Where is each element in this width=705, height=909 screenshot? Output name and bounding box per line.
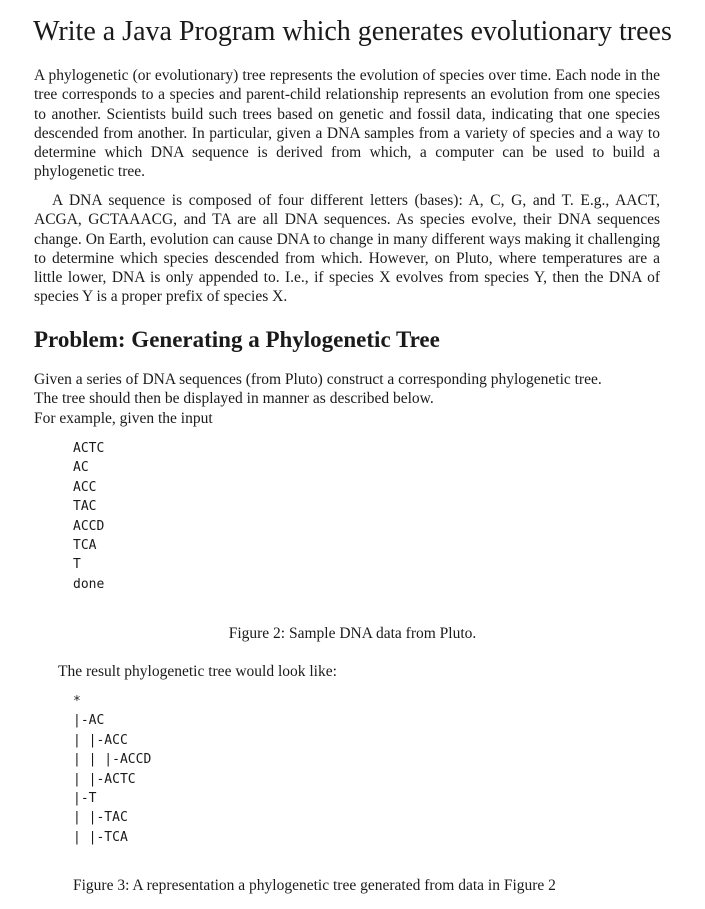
figure-2-caption: Figure 2: Sample DNA data from Pluto. <box>228 625 477 642</box>
problem-line: The tree should then be displayed in manner as described below. <box>34 390 434 408</box>
tree-output: * |-AC | |-ACC | | |-ACCD | |-ACTC |-T | |-TAC | |-TCA <box>73 694 152 845</box>
section-heading: Problem: Generating a Phylogenetic Tree <box>34 327 440 352</box>
problem-paragraph <box>34 370 660 428</box>
result-intro: The result phylogenetic tree would look like: <box>58 663 337 680</box>
problem-line: Given a series of DNA sequences (from Pluto) construct a corresponding phylogenetic tree. <box>34 371 602 388</box>
page-title: Write a Java Program which generates evolutionary trees <box>33 16 672 47</box>
figure-3-caption: Figure 3: A representation a phylogenetic tree generated from data in Figure 2 <box>73 877 556 894</box>
dna-input-sample: ACTC AC ACC TAC ACCD TCA T done <box>73 441 105 592</box>
problem-line: For example, given the input <box>34 409 213 427</box>
intro-paragraph: A phylogenetic (or evolutionary) tree represents the evolution of species over time. Each node in the tree corresponds to a species and parent-child relationship represents an evolution from one species to another. Scientists build such trees based on genetic and fossil data, indicating that one species descended from another. In particular, given a DNA samples from a variety of species and a way to determine which DNA sequence is derived from which, a computer can be used to build a phylogenetic tree. <box>34 67 660 181</box>
dna-paragraph: A DNA sequence is composed of four different letters (bases): A, C, G, and T. E.g., AACT, ACGA, GCTAAACG, and TA are all DNA sequences. As species evolve, their DNA sequences change. On Earth, evolution can cause DNA to change in many different ways making it challenging to determine which species descended from which. However, on Pluto, where temperatures are a little lower, DNA is only appended to. I.e., if species X evolves from species Y, then the DNA of species Y is a proper prefix of species X. <box>34 192 660 306</box>
